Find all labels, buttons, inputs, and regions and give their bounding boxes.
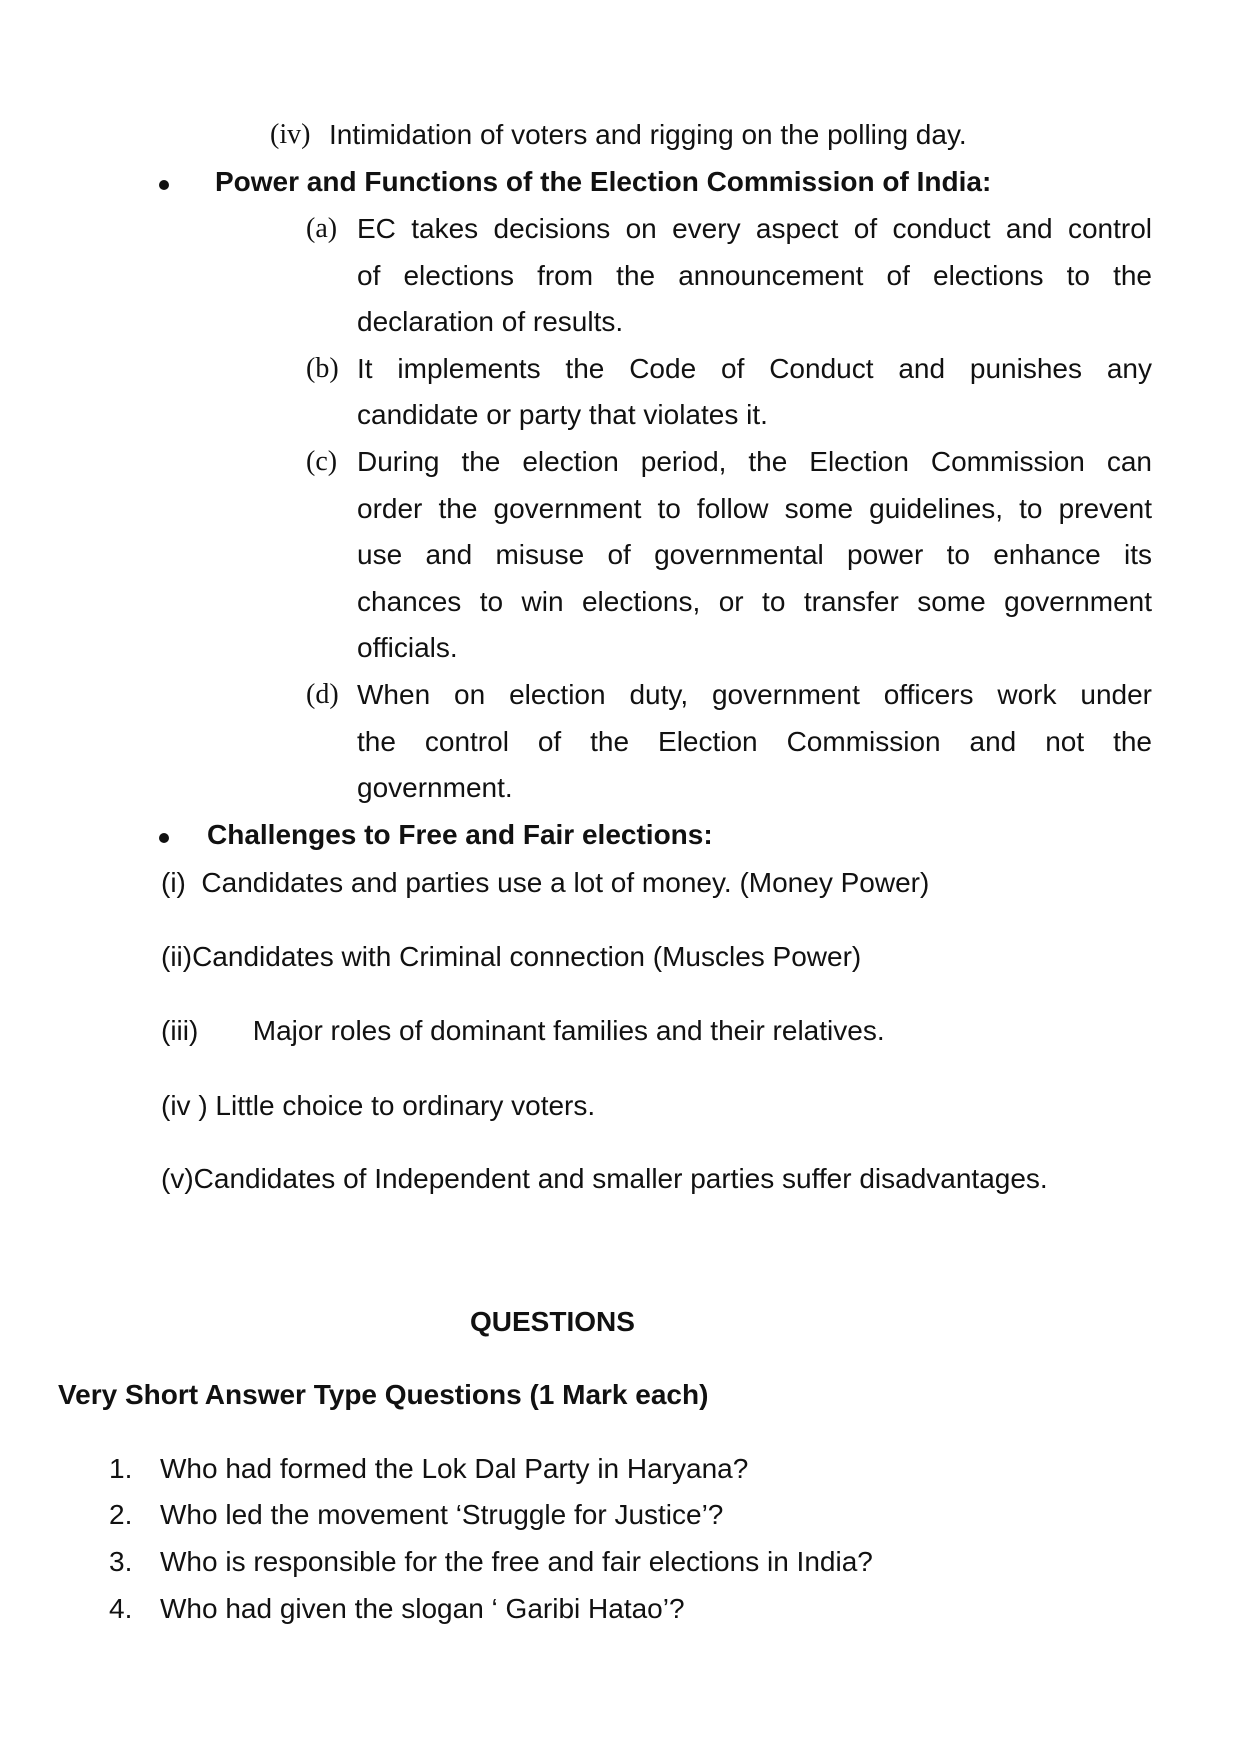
ec-item-c-line-4: chances to win elections, or to transfer some government — [357, 586, 1152, 617]
ec-item-d-line-3: government. — [357, 772, 513, 803]
question-number: 1. — [109, 1453, 133, 1484]
question-number: 4. — [109, 1593, 133, 1624]
top-item-marker: (iv) — [270, 119, 311, 150]
ec-item-d-line-2: the control of the Election Commission and not the — [357, 726, 1152, 757]
ec-section-heading: Power and Functions of the Election Commission of India: — [215, 166, 992, 197]
challenge-item: (iii) Major roles of dominant families and their relatives. — [161, 1015, 885, 1046]
questions-title: QUESTIONS — [470, 1306, 635, 1337]
challenge-item: (ii)Candidates with Criminal connection (Muscles Power) — [161, 941, 862, 972]
ec-item-b-line-1: It implements the Code of Conduct and punishes any — [357, 353, 1152, 384]
bullet-icon — [159, 833, 169, 843]
bullet-icon — [159, 180, 169, 190]
question-number: 3. — [109, 1546, 133, 1577]
question-text: Who had given the slogan ‘ Garibi Hatao’? — [160, 1593, 685, 1624]
ec-item-b-line-2: candidate or party that violates it. — [357, 399, 768, 430]
ec-item-c-line-5: officials. — [357, 632, 458, 663]
challenge-item: (i) Candidates and parties use a lot of money. (Money Power) — [161, 867, 930, 898]
question-text: Who is responsible for the free and fair elections in India? — [160, 1546, 873, 1577]
challenges-heading: Challenges to Free and Fair elections: — [207, 819, 713, 850]
challenge-item: (v)Candidates of Independent and smaller parties suffer disadvantages. — [161, 1163, 1048, 1194]
question-text: Who led the movement ‘Struggle for Justice’? — [160, 1499, 724, 1530]
ec-item-c-line-1: During the election period, the Election Commission can — [357, 446, 1152, 477]
ec-item-c-line-2: order the government to follow some guidelines, to prevent — [357, 493, 1152, 524]
ec-item-a-line-2: of elections from the announcement of elections to the — [357, 260, 1152, 291]
ec-item-a-line-1: EC takes decisions on every aspect of conduct and control — [357, 213, 1152, 244]
question-number: 2. — [109, 1499, 133, 1530]
ec-item-b-marker: (b) — [306, 353, 339, 384]
questions-subtitle: Very Short Answer Type Questions (1 Mark each) — [58, 1379, 709, 1410]
question-text: Who had formed the Lok Dal Party in Haryana? — [160, 1453, 749, 1484]
ec-item-d-line-1: When on election duty, government officers work under — [357, 679, 1152, 710]
challenge-item: (iv ) Little choice to ordinary voters. — [161, 1090, 596, 1121]
ec-item-a-line-3: declaration of results. — [357, 306, 624, 337]
ec-item-a-marker: (a) — [306, 213, 338, 244]
ec-item-d-marker: (d) — [306, 679, 339, 710]
ec-item-c-marker: (c) — [306, 446, 338, 477]
ec-item-c-line-3: use and misuse of governmental power to enhance its — [357, 539, 1152, 570]
top-item-text: Intimidation of voters and rigging on the polling day. — [329, 119, 967, 150]
